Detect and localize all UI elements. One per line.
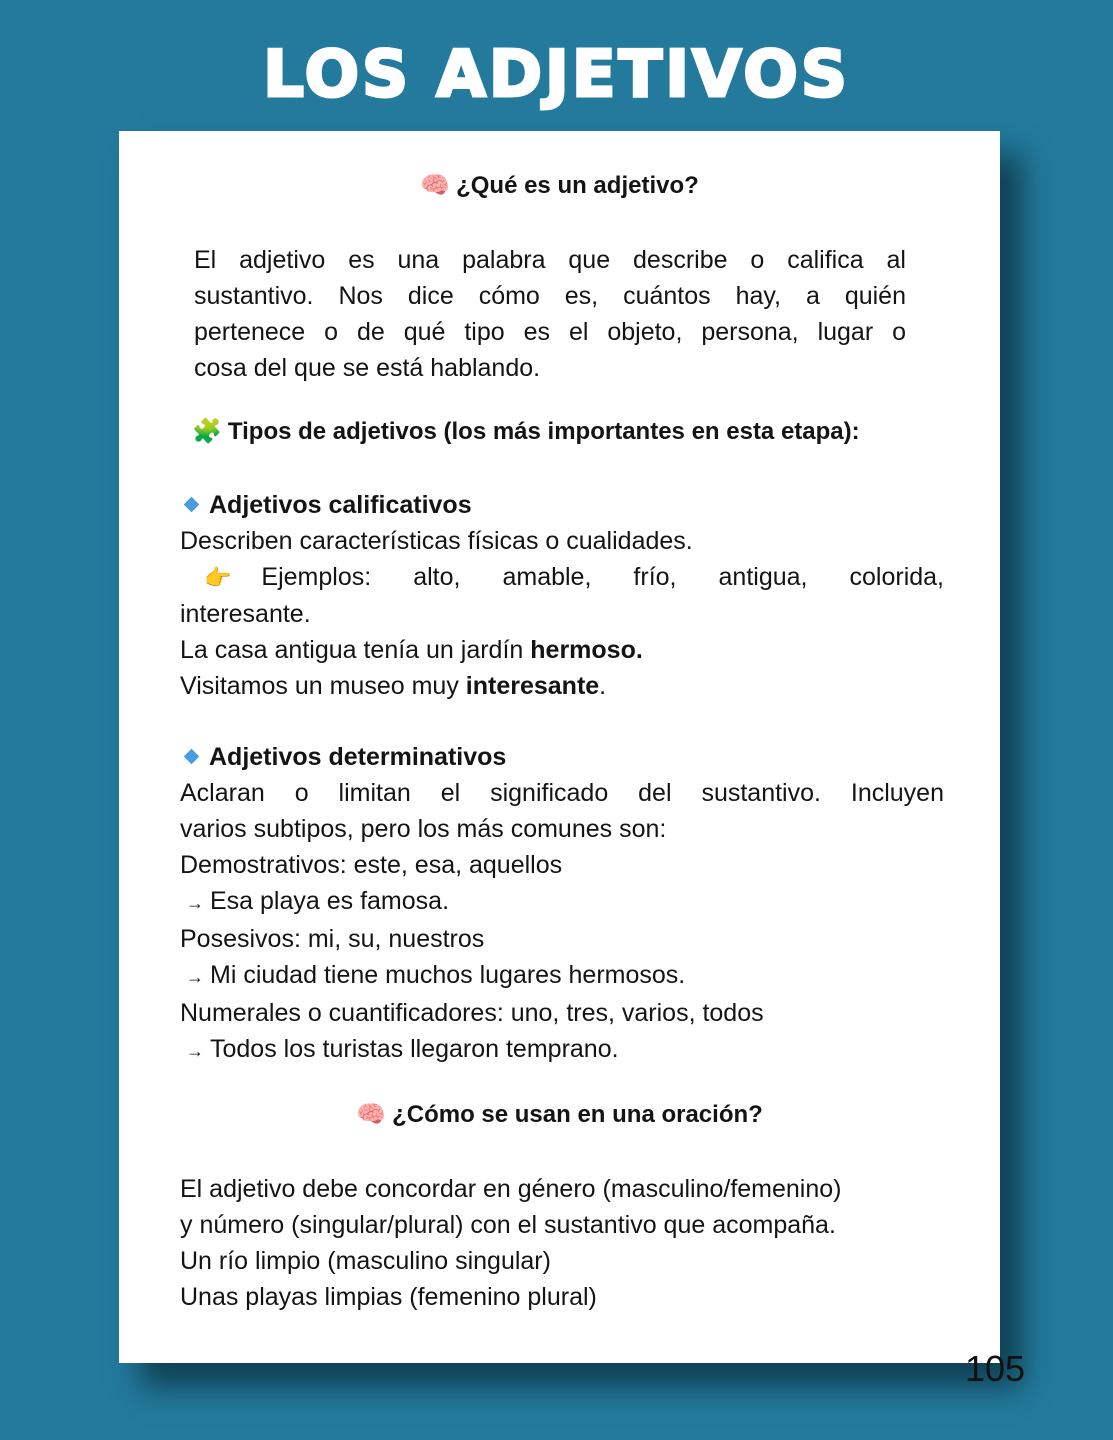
content-card bbox=[119, 131, 1000, 1363]
heading-text: Tipos de adjetivos (los más importantes en esta etapa): bbox=[227, 418, 860, 445]
diamond-bullet-icon bbox=[184, 749, 200, 765]
definition-line: El adjetivo es una palabra que describe o califica al bbox=[194, 246, 906, 274]
usage-line: y número (singular/plural) con el sustantivo que acompaña. bbox=[180, 1211, 836, 1239]
definition-paragraph bbox=[194, 242, 906, 386]
usage-line: El adjetivo debe concordar en género (masculino/femenino) bbox=[180, 1175, 842, 1203]
page-number: 105 bbox=[965, 1348, 1026, 1389]
calificativos-block bbox=[180, 487, 944, 704]
definition-line: cosa del que se está hablando. bbox=[194, 354, 541, 382]
puzzle-icon: 🧩 bbox=[192, 418, 222, 445]
calificativos-heading: Adjetivos calificativos bbox=[180, 487, 944, 523]
definition-line: sustantivo. Nos dice cómo es, cuántos hay, a quién bbox=[194, 282, 906, 310]
determinativos-description: Aclaran o limitan el significado del sustantivo. Incluyen bbox=[180, 779, 944, 807]
brain-icon: 🧠 bbox=[420, 172, 451, 199]
arrow-icon: → bbox=[186, 1041, 204, 1061]
arrow-icon: → bbox=[186, 967, 204, 987]
subtype-label: Numerales o cuantificadores: uno, tres, varios, todos bbox=[180, 999, 764, 1027]
determinativos-block bbox=[180, 739, 944, 1069]
subtype-example: → Mi ciudad tiene muchos lugares hermosos. bbox=[186, 961, 686, 989]
example-sentence: Visitamos un museo muy interesante. bbox=[180, 672, 607, 700]
pointing-hand-icon: 👉 bbox=[204, 565, 232, 590]
example-sentence: La casa antigua tenía un jardín hermoso. bbox=[180, 636, 643, 664]
page-title: LOS ADJETIVOS bbox=[263, 38, 850, 112]
usage-line: Unas playas limpias (femenino plural) bbox=[180, 1283, 597, 1311]
diamond-bullet-icon bbox=[184, 497, 200, 513]
heading-text: ¿Cómo se usan en una oración? bbox=[392, 1101, 763, 1128]
calificativos-examples-cont: interesante. bbox=[180, 600, 311, 628]
calificativos-examples: 👉 Ejemplos: alto, amable, frío, antigua, colorida, bbox=[180, 559, 944, 596]
subtype-label: Posesivos: mi, su, nuestros bbox=[180, 925, 485, 953]
usage-line: Un río limpio (masculino singular) bbox=[180, 1247, 551, 1275]
determinativos-heading: Adjetivos determinativos bbox=[180, 739, 944, 775]
calificativos-description: Describen características físicas o cualidades. bbox=[180, 527, 693, 555]
heading-text: ¿Qué es un adjetivo? bbox=[456, 172, 699, 199]
section-heading-usage bbox=[119, 1100, 1000, 1129]
arrow-icon: → bbox=[186, 893, 204, 913]
usage-paragraph bbox=[180, 1171, 960, 1315]
section-heading-types bbox=[192, 417, 860, 446]
subtype-label: Demostrativos: este, esa, aquellos bbox=[180, 851, 563, 879]
determinativos-description: varios subtipos, pero los más comunes son: bbox=[180, 815, 667, 843]
section-heading-what-is bbox=[119, 171, 1000, 200]
subtype-example: → Todos los turistas llegaron temprano. bbox=[186, 1035, 619, 1063]
subtype-example: → Esa playa es famosa. bbox=[186, 887, 450, 915]
brain-icon: 🧠 bbox=[356, 1101, 387, 1128]
definition-line: pertenece o de qué tipo es el objeto, persona, lugar o bbox=[194, 318, 906, 346]
